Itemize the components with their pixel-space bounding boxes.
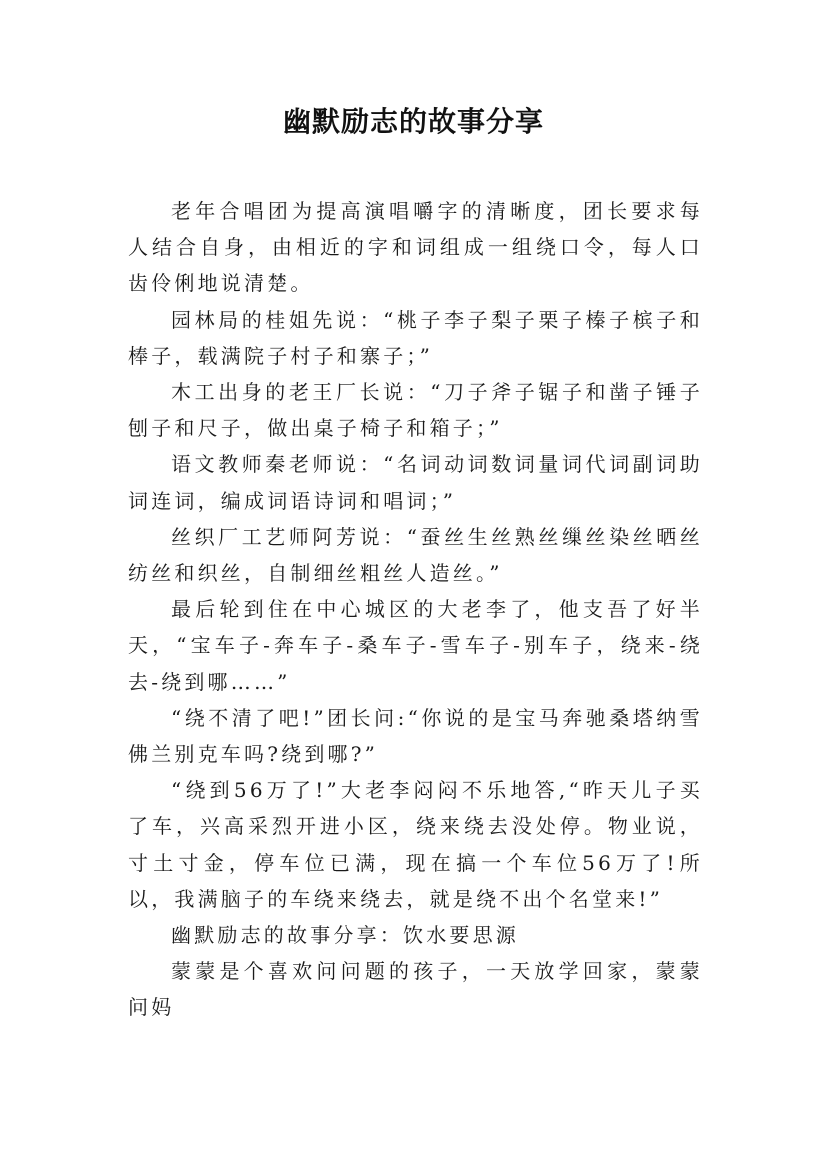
section-heading: 幽默励志的故事分享：饮水要思源	[171, 923, 519, 948]
paragraph: 木工出身的老王厂长说：“刀子斧子锯子和凿子锤子刨子和尺子，做出桌子椅子和箱子；”	[128, 380, 703, 441]
document-body	[128, 193, 703, 1026]
paragraph: 最后轮到住在中心城区的大老李了，他支吾了好半天，“宝车子-奔车子-桑车子-雪车子-别车子，绕来-绕去-绕到哪……”	[128, 597, 703, 694]
paragraph: 丝织厂工艺师阿芳说：“蚕丝生丝熟丝缫丝染丝晒丝纺丝和织丝，自制细丝粗丝人造丝。”	[128, 524, 703, 586]
document-title: 幽默励志的故事分享	[282, 105, 544, 138]
paragraph: 老年合唱团为提高演唱嚼字的清晰度，团长要求每人结合自身，由相近的字和词组成一组绕口令，每人口齿伶俐地说清楚。	[128, 199, 703, 296]
paragraph: 语文教师秦老师说：“名词动词数词量词代词副词助词连词，编成词语诗词和唱词；”	[128, 452, 703, 513]
paragraph: “绕到56万了!”大老李闷闷不乐地答,“昨天儿子买了车，兴高采烈开进小区，绕来绕去没处停。物业说，寸土寸金，停车位已满，现在搞一个车位56万了!所以，我满脑子的车绕来绕去，就是绕不出个名堂来!”	[128, 778, 703, 911]
paragraph: 蒙蒙是个喜欢问问题的孩子，一天放学回家，蒙蒙问妈	[128, 959, 703, 1020]
paragraph: 园林局的桂姐先说：“桃子李子梨子栗子榛子槟子和棒子，载满院子村子和寨子；”	[128, 307, 703, 368]
paragraph: “绕不清了吧!”团长问:“你说的是宝马奔驰桑塔纳雪佛兰别克车吗?绕到哪?”	[128, 705, 703, 767]
